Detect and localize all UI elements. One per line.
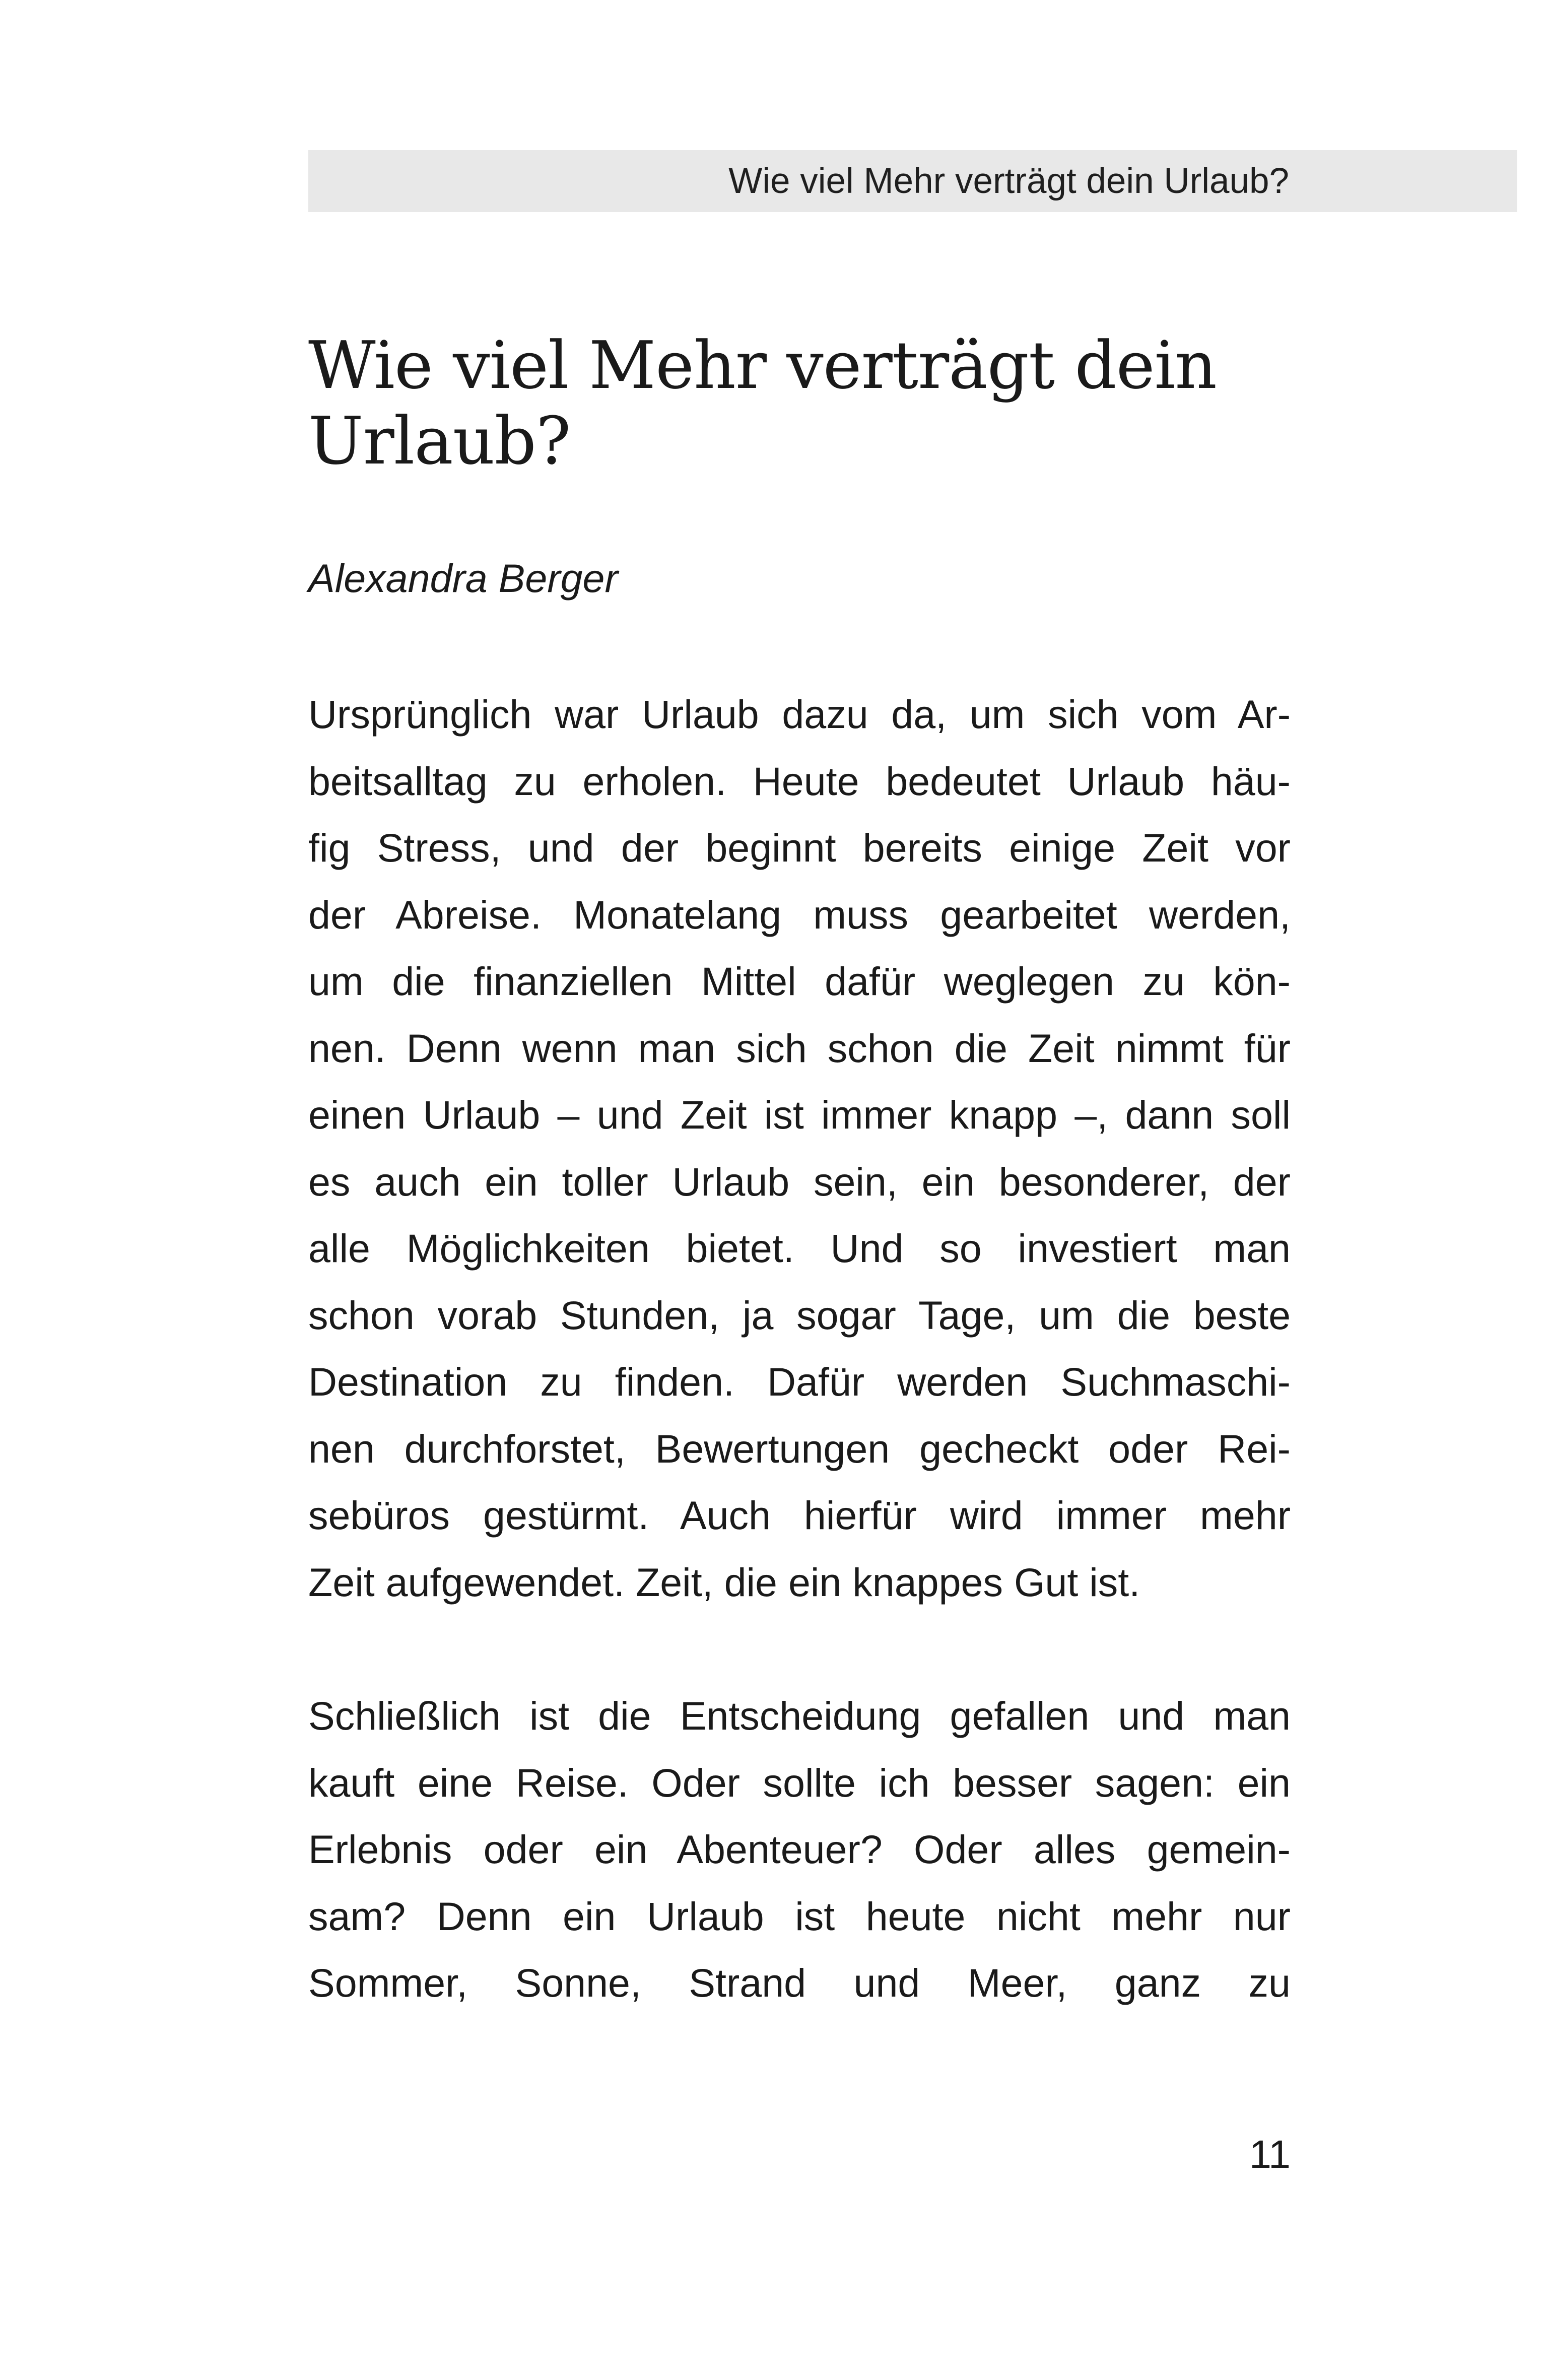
body-paragraph xyxy=(308,1683,1291,2017)
text-line: fig Stress, und der beginnt bereits einige Zeit vor xyxy=(308,825,1291,870)
text-line: einen Urlaub – und Zeit ist immer knapp –, dann soll xyxy=(308,1092,1291,1137)
text-line: der Abreise. Monatelang muss gearbeitet werden, xyxy=(308,892,1291,937)
chapter-title-line: Urlaub? xyxy=(308,403,571,479)
text-line: kauft eine Reise. Oder sollte ich besser sagen: ein xyxy=(308,1760,1291,1805)
author-name: Alexandra Berger xyxy=(308,556,618,601)
text-line: schon vorab Stunden, ja sogar Tage, um die beste xyxy=(308,1292,1291,1338)
text-line: alle Möglichkeiten bietet. Und so investiert man xyxy=(308,1226,1291,1271)
running-header-title: Wie viel Mehr verträgt dein Urlaub? xyxy=(728,161,1289,201)
running-header xyxy=(308,150,1517,212)
text-line: um die finanziellen Mittel dafür weglegen zu kön- xyxy=(308,959,1291,1004)
text-line: beitsalltag zu erholen. Heute bedeutet Urlaub häu- xyxy=(308,758,1291,804)
text-line: nen. Denn wenn man sich schon die Zeit nimmt für xyxy=(308,1025,1291,1071)
chapter-title-line: Wie viel Mehr verträgt dein xyxy=(308,327,1217,404)
page-number: 11 xyxy=(1249,2132,1291,2176)
text-line: Sommer, Sonne, Strand und Meer, ganz zu xyxy=(308,1960,1291,2005)
text-line: sebüros gestürmt. Auch hierfür wird immer mehr xyxy=(308,1493,1291,1538)
text-line: Erlebnis oder ein Abenteuer? Oder alles gemein- xyxy=(308,1827,1291,1872)
text-line: Zeit aufgewendet. Zeit, die ein knappes Gut ist. xyxy=(308,1559,1140,1605)
body-paragraph xyxy=(308,681,1291,1616)
text-line: Ursprünglich war Urlaub dazu da, um sich vom Ar- xyxy=(308,692,1291,737)
text-line: Destination zu finden. Dafür werden Suchmaschi- xyxy=(308,1359,1291,1404)
text-line: Schließlich ist die Entscheidung gefallen und man xyxy=(308,1693,1291,1738)
chapter-title xyxy=(308,327,1316,479)
text-line: sam? Denn ein Urlaub ist heute nicht mehr nur xyxy=(308,1893,1291,1939)
text-line: es auch ein toller Urlaub sein, ein besonderer, der xyxy=(308,1159,1291,1204)
text-line: nen durchforstet, Bewertungen gecheckt oder Rei- xyxy=(308,1426,1291,1471)
